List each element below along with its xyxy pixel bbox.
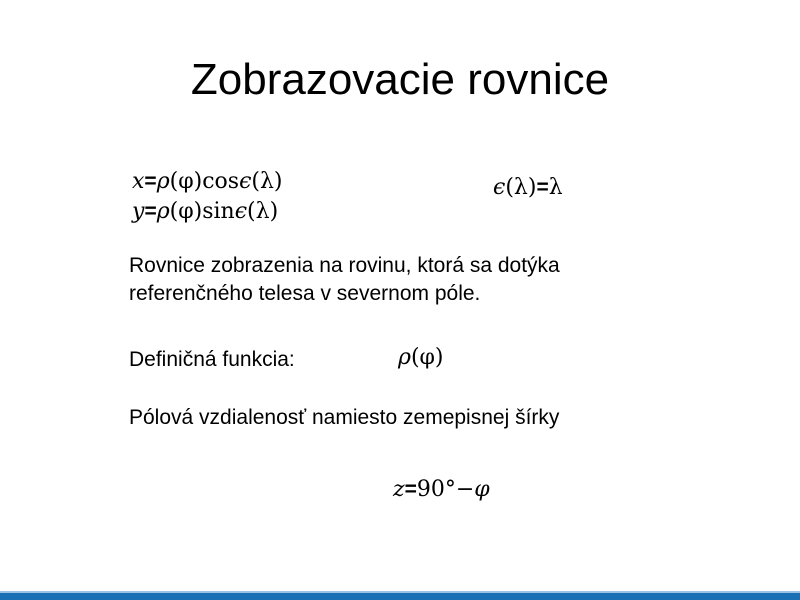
eq-y-rho: ρ [156,199,170,224]
eq-x-rho: ρ [156,169,170,194]
eq-y-eps: ϵ [234,199,248,224]
eq-z-equals: = [404,478,417,501]
description-text [129,252,560,308]
equation-x [132,167,283,197]
description-line-2: referenčného telesa v severnom póle. [129,282,481,305]
definition-label: Definičná funkcia: [129,348,295,371]
eq-y-fn: sin [202,199,235,224]
eq-z-rhs: 90°− [416,477,475,502]
description-line-1: Rovnice zobrazenia na rovinu, ktorá sa dotýka [129,254,560,277]
eq-x-arg1: (φ) [169,169,203,194]
equation-rho-function [398,343,444,373]
eq-eps-symbol: ϵ [493,175,506,200]
eq-z-var: z [393,477,405,502]
eq-eps-equals: = [536,176,549,199]
eq-x-fn: cos [202,169,240,194]
eq-z-phi: φ [474,477,490,502]
slide-title: Zobrazovacie rovnice [190,55,610,104]
equation-epsilon [493,173,563,203]
eq-y-arg1: (φ) [169,199,203,224]
eq-rho-symbol: ρ [398,345,411,370]
eq-eps-rhs: λ [548,175,563,200]
eq-y-equals: = [144,200,157,223]
eq-x-arg2: (λ) [251,169,283,194]
eq-eps-arg: (λ) [505,175,537,200]
equation-y [132,197,278,227]
equation-z [393,475,490,505]
eq-y-arg2: (λ) [247,199,279,224]
eq-y-var: y [132,199,145,224]
eq-rho-arg: (φ) [410,345,444,370]
eq-x-var: x [132,169,145,194]
bottom-accent-bar [0,593,800,600]
eq-x-eps: ϵ [239,169,252,194]
eq-x-equals: = [144,170,157,193]
polar-distance-text: Pólová vzdialenosť namiesto zemepisnej šírky [129,406,560,429]
